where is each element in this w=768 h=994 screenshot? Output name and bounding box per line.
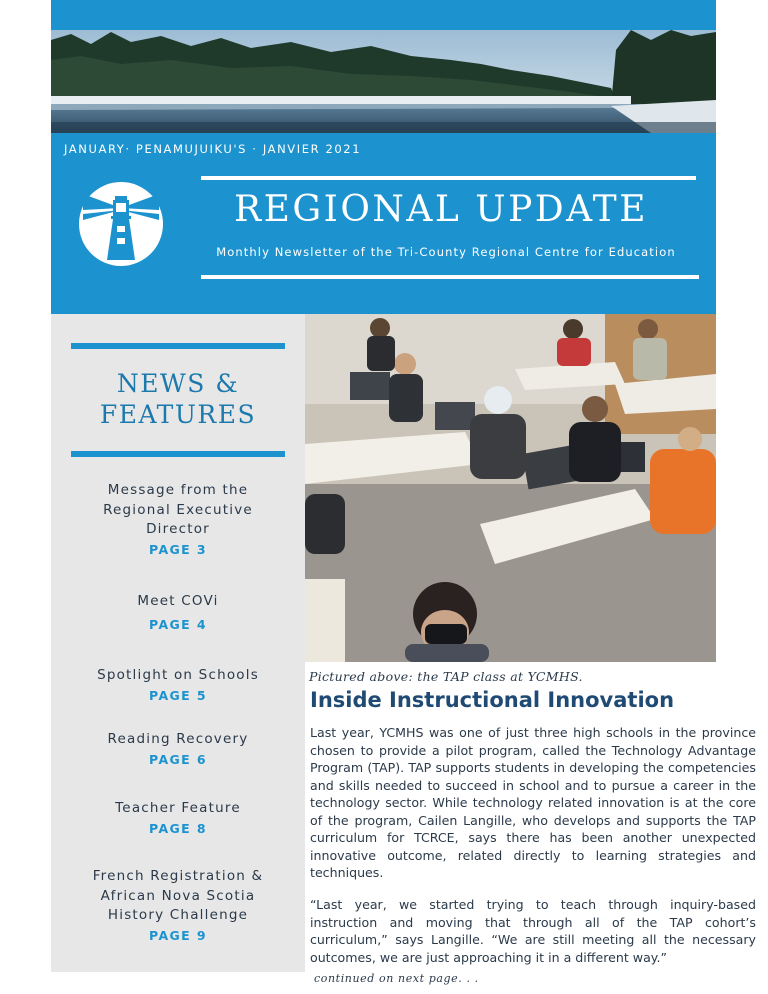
toc-item-title [51, 799, 305, 819]
toc-item-title [51, 867, 305, 926]
toc-title-line: French Registration & [92, 868, 264, 884]
masthead-bottom-rule [201, 275, 699, 279]
toc-item-meet-covi[interactable] [51, 592, 305, 632]
article-title: Inside Instructional Innovation [310, 688, 675, 712]
sidebar-bottom-rule [71, 451, 285, 457]
sidebar-heading-line-2: FEATURES [99, 400, 257, 429]
toc-item-title [51, 730, 305, 750]
top-color-bar [51, 0, 716, 30]
article-paragraph-1: Last year, YCMHS was one of just three high schools in the province chosen to provide a pilot program, called the Technology Advantage Program (TAP). TAP supports students in developing the competencies and skills needed to succeed in school and to pursue a career in the technology sector. While technology related innovation is at the core of the program, Cailen Langille, who develops and supports the TAP curriculum for TCRCE, says there has been another unexpected innovative outcome, related directly to learning strategies and techniques. [310, 725, 756, 880]
photo-caption: Pictured above: the TAP class at YCMHS. [309, 669, 583, 684]
toc-page-number: PAGE 9 [149, 927, 207, 943]
toc-item-teacher-feature[interactable] [51, 799, 305, 836]
toc-title-line: Spotlight on Schools [97, 667, 259, 683]
lake-landscape-banner [51, 30, 716, 133]
toc-title-line: History Challenge [107, 907, 249, 923]
toc-item-reading-recovery[interactable] [51, 730, 305, 767]
newsletter-subtitle: Monthly Newsletter of the Tri-County Regional Centre for Education [216, 245, 676, 259]
newsletter-title: REGIONAL UPDATE [234, 189, 648, 230]
lighthouse-icon [77, 180, 165, 268]
classroom-photo [305, 314, 716, 662]
toc-item-french-registration[interactable] [51, 867, 305, 943]
article-paragraph-2: “Last year, we started trying to teach through inquiry-based instruction and moving that through all of the TAP cohort’s curriculum,” says Langille. “We are still meeting all the necessary outcomes, we are just approaching it in a different way.” [310, 897, 756, 965]
toc-item-title [51, 481, 305, 540]
toc-page-number: PAGE 6 [149, 751, 207, 767]
toc-title-line: Reading Recovery [107, 731, 249, 747]
sidebar-top-rule [71, 343, 285, 349]
toc-title-line: Message from the [107, 482, 249, 498]
toc-title-line: Regional Executive [103, 501, 253, 518]
toc-page-number: PAGE 8 [149, 820, 207, 836]
toc-page-number: PAGE 4 [149, 616, 207, 632]
toc-item-executive-director[interactable] [51, 481, 305, 557]
continued-note: continued on next page. . . [314, 972, 479, 985]
toc-title-line: Meet COVi [137, 593, 219, 609]
toc-title-line: Director [146, 521, 210, 537]
masthead-panel [51, 133, 716, 314]
toc-title-line: African Nova Scotia [100, 887, 256, 904]
toc-page-number: PAGE 3 [149, 541, 207, 557]
toc-item-spotlight-schools[interactable] [51, 666, 305, 703]
masthead-top-rule [201, 176, 696, 180]
toc-item-title [51, 592, 305, 612]
toc-page-number: PAGE 5 [149, 687, 207, 703]
toc-item-title [51, 666, 305, 686]
sidebar-heading-line-1: NEWS & [116, 369, 240, 398]
news-features-sidebar [51, 314, 305, 972]
sidebar-heading [51, 368, 305, 430]
issue-dateline: JANUARY· PENAMUJUIKU'S · JANVIER 2021 [64, 142, 362, 156]
toc-title-line: Teacher Feature [115, 800, 241, 816]
